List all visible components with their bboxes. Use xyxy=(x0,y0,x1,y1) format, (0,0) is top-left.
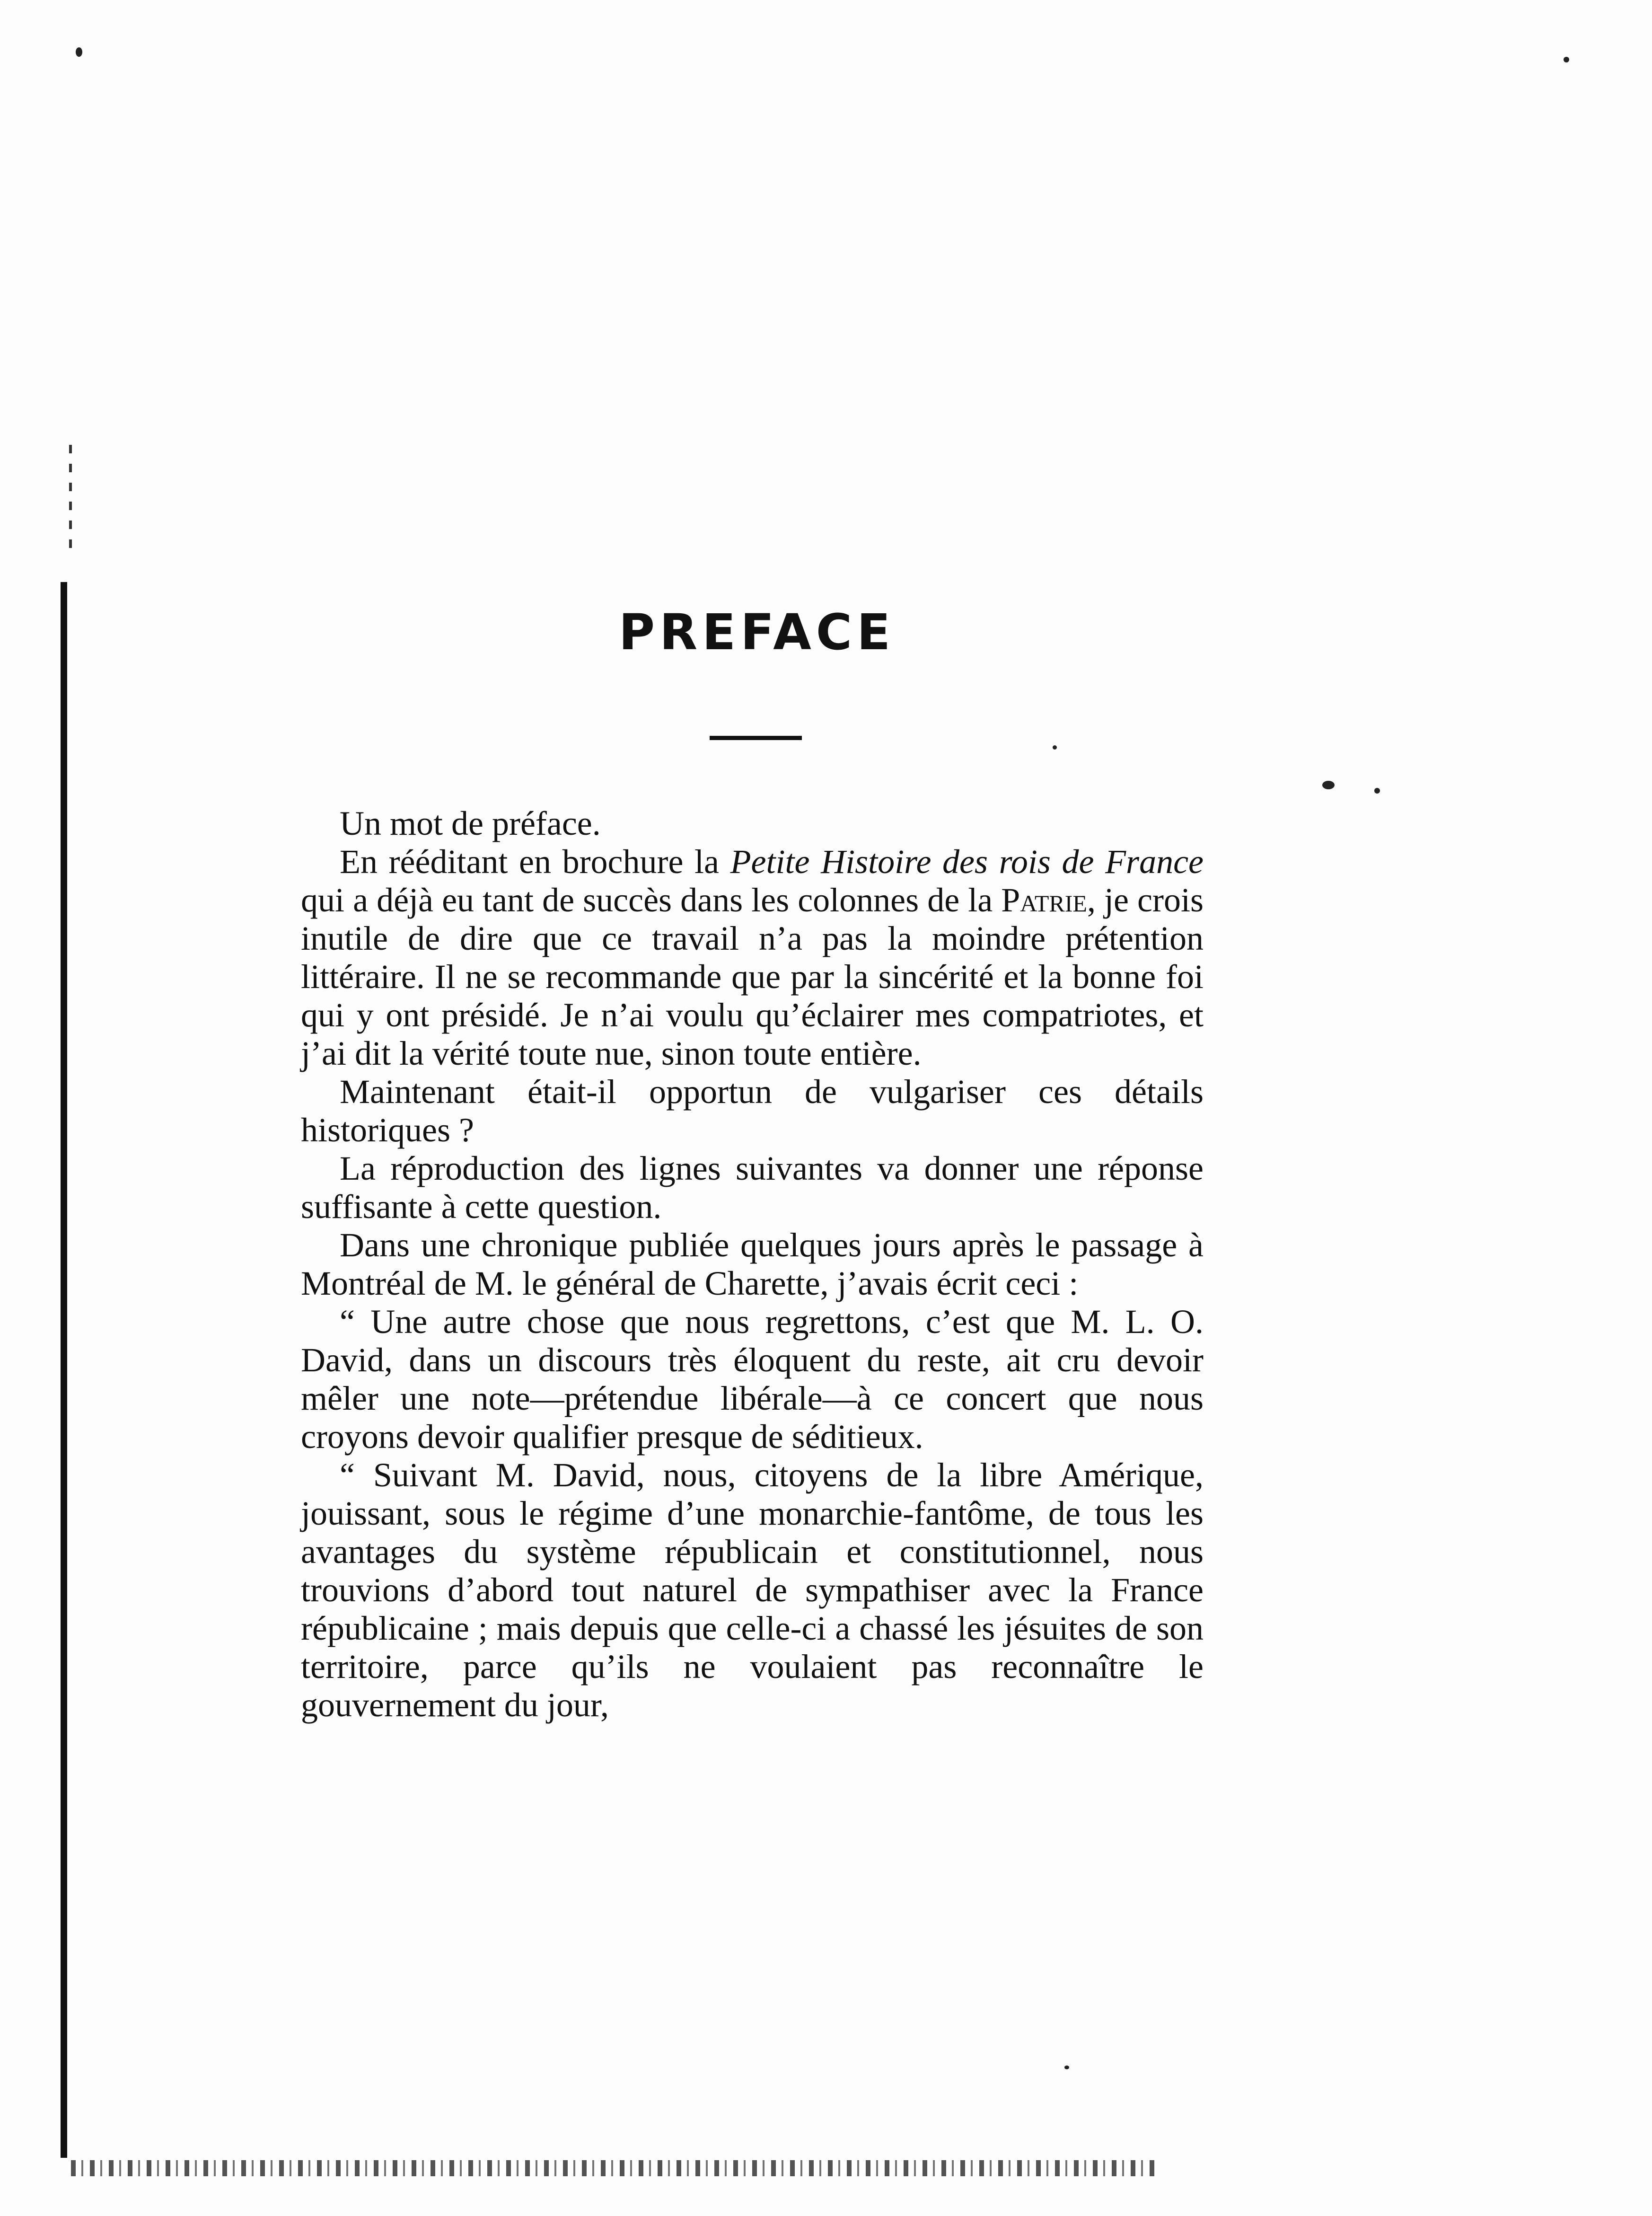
left-margin-scan-dashes xyxy=(69,445,72,549)
paragraph-2-middle: qui a déjà eu tant de succès dans les colonnes de la xyxy=(301,881,1002,919)
body-text xyxy=(301,804,1204,1724)
paragraph-2-start: En rééditant en brochure la xyxy=(340,843,730,881)
paragraph-2 xyxy=(301,843,1204,1073)
left-margin-scan-line xyxy=(61,582,67,2158)
scan-speck xyxy=(1322,781,1335,789)
paragraph-3: Maintenant était-il opportun de vulgariser ces détails historiques ? xyxy=(301,1073,1204,1149)
paragraph-6-quote: “ Une autre chose que nous regrettons, c’est que M. L. O. David, dans un discours très éloquent du reste, ait cru devoir mêler une note—prétendue libérale—à ce concert que nous croyons devoir qualifier presque de séditieux. xyxy=(301,1303,1204,1456)
newspaper-name: Patrie xyxy=(1001,881,1087,919)
scan-speck xyxy=(1564,57,1569,62)
scan-speck xyxy=(1064,2066,1069,2069)
paragraph-7-quote: “ Suivant M. David, nous, citoyens de la libre Amérique, jouissant, sous le régime d’une monarchie-fantôme, de tous les avantages du système républicain et constitutionnel, nous trouvions d’abord tout naturel de sympathiser avec la France républicaine ; mais depuis que celle-ci a chassé les jésuites de son territoire, parce qu’ils ne voulaient pas reconnaître le gouvernement du jour, xyxy=(301,1456,1204,1724)
page-title: PREFACE xyxy=(618,603,896,661)
book-title: Petite Histoire des rois de France xyxy=(730,843,1204,881)
scan-speck xyxy=(1374,788,1380,794)
paragraph-2-end: , je crois inutile de dire que ce travail n’a pas la moindre prétention littéraire. Il ne se recommande que par la sincérité et la bonne foi qui y ont présidé. Je n’ai voulu qu’éclairer mes compatriotes, et j’ai dit la vérité toute nue, sinon toute entière. xyxy=(301,881,1204,1072)
title-underline xyxy=(710,736,802,740)
paragraph-5: Dans une chronique publiée quelques jours après le passage à Montréal de M. le général de Charette, j’avais écrit ceci : xyxy=(301,1226,1204,1302)
bottom-scan-artifact xyxy=(71,2160,1159,2176)
scan-speck xyxy=(76,47,82,57)
paragraph-1: Un mot de préface. xyxy=(340,804,601,842)
paragraph-4: La réproduction des lignes suivantes va donner une réponse suffisante à cette question. xyxy=(301,1149,1204,1226)
scan-speck xyxy=(1053,745,1057,750)
